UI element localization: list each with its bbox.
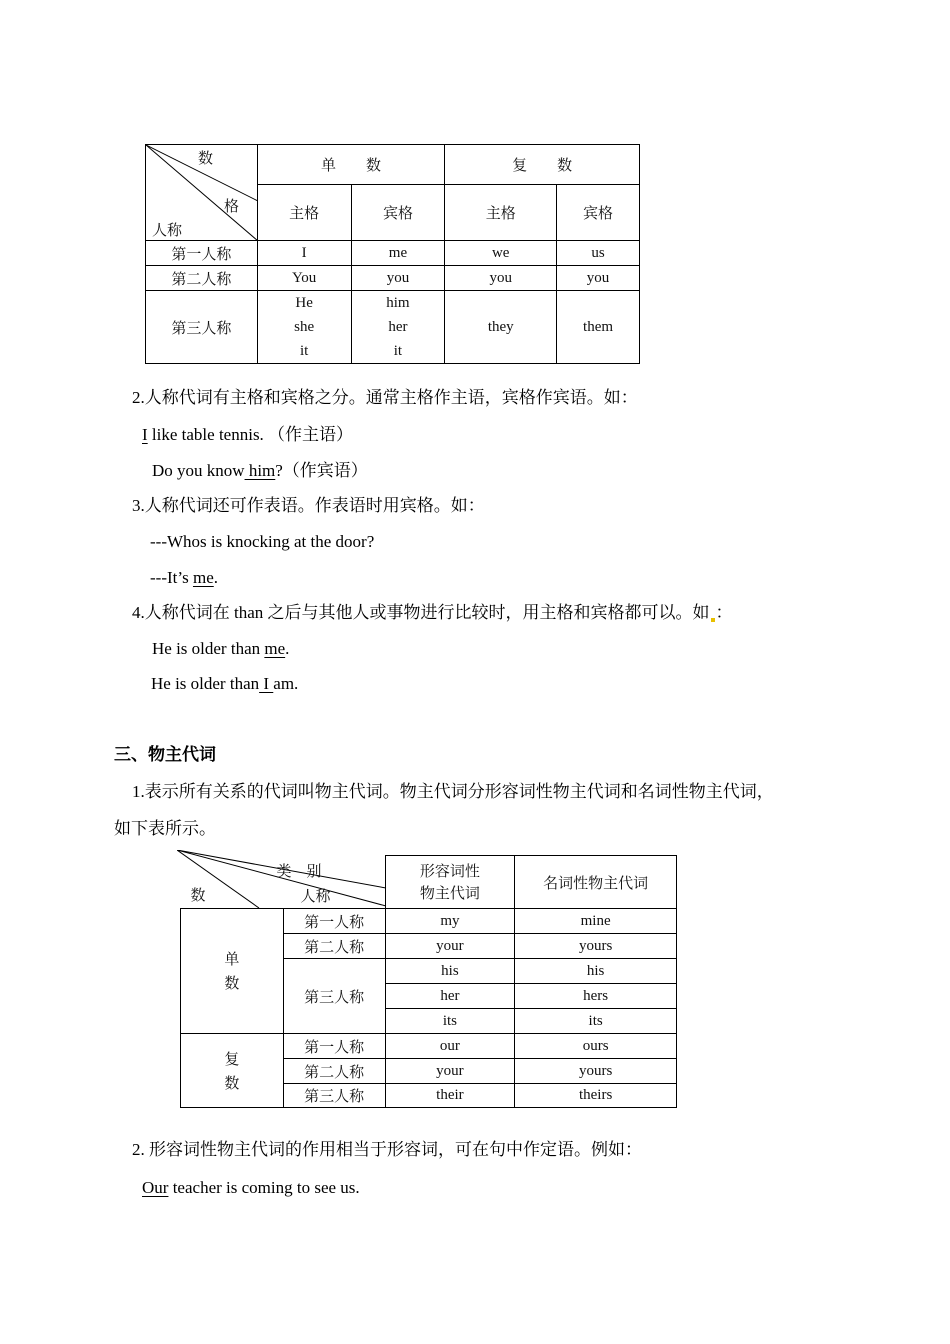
example-line (142, 424, 353, 446)
cell: me (351, 241, 445, 266)
cell: they (445, 291, 557, 364)
header-line: 形容词性 (419, 862, 480, 880)
row-label: 第二人称 (146, 266, 258, 291)
example-text: . (285, 639, 290, 658)
example-text: teacher is coming to see us. (168, 1178, 360, 1197)
cell: mine (515, 909, 677, 934)
underlined-word: him (244, 461, 276, 480)
cell-line: her (388, 319, 408, 335)
header-noun-possessive: 名词性物主代词 (515, 856, 677, 909)
example-line (150, 567, 218, 589)
cell-line: him (386, 295, 410, 311)
sub-singular-subjective: 主格 (257, 185, 351, 241)
example-line: ---Whos is knocking at the door? (150, 532, 375, 551)
row-label: 第三人称 (283, 959, 385, 1034)
point-4-body: 4.人称代词在 than 之后与其他人或事物进行比较时，用主格和宾格都可以。如 (132, 603, 710, 622)
underlined-word: Our (142, 1178, 169, 1197)
row-label: 第二人称 (283, 1059, 385, 1084)
cell: you (557, 266, 640, 291)
cell: we (445, 241, 557, 266)
point-4-text (132, 602, 733, 624)
header-adjective-possessive (385, 856, 515, 909)
cell-line: it (299, 343, 309, 359)
underlined-word: me (192, 568, 214, 587)
cell-line: it (393, 343, 403, 359)
example-text: ---It’s (150, 568, 193, 587)
example-line (152, 460, 368, 482)
corner-case-label: 格 (224, 197, 240, 215)
cell: yours (515, 1059, 677, 1084)
corner-person-label: 人称 (152, 221, 183, 239)
table-row (181, 1034, 677, 1059)
table-possessive-pronouns (180, 855, 677, 1108)
section-paragraph: 1.表示所有关系的代词叫物主代词。物主代词分形容词性物主代词和名词性物主代词， (132, 782, 774, 801)
example-text: He is older than (152, 639, 265, 658)
example-line (152, 638, 289, 660)
group-label-line: 数 (224, 974, 240, 992)
sub-plural-objective: 宾格 (557, 185, 640, 241)
point-2-text: 2.人称代词有主格和宾格之分。通常主格作主语，宾格作宾语。如： (132, 388, 638, 407)
header-singular: 单 数 (257, 145, 445, 185)
cell: hers (515, 984, 677, 1009)
example-line (142, 1177, 360, 1199)
corner-number-label: 数 (198, 149, 214, 167)
cell: their (385, 1084, 515, 1108)
row-label: 第二人称 (283, 934, 385, 959)
section-paragraph-continued: 如下表所示。 (114, 819, 216, 838)
point-4-colon: ： (715, 603, 733, 622)
group-singular (181, 909, 284, 1034)
cell: yours (515, 934, 677, 959)
cell: you (445, 266, 557, 291)
corner-number-label: 数 (190, 885, 206, 904)
cell-line: she (294, 319, 315, 335)
section-heading: 三、物主代词 (114, 745, 216, 765)
group-plural (181, 1034, 284, 1108)
example-text: ?（作宾语） (275, 461, 368, 480)
cell: them (557, 291, 640, 364)
cell: his (385, 959, 515, 984)
table-row (146, 291, 640, 364)
cell: its (515, 1009, 677, 1034)
cell-third-subjective (257, 291, 351, 364)
table-row (181, 909, 677, 934)
example-text: am. (273, 674, 299, 693)
row-label: 第三人称 (146, 291, 258, 364)
corner-person-label: 人称 (300, 886, 331, 905)
corner-category-label: 类 别 (276, 861, 322, 880)
group-label-line: 单 (224, 950, 240, 968)
cell-line: He (295, 295, 313, 311)
table-personal-pronouns (145, 144, 640, 364)
cell: his (515, 959, 677, 984)
header-line: 物主代词 (419, 884, 480, 902)
row-label: 第一人称 (146, 241, 258, 266)
table-row (146, 266, 640, 291)
cell: I (257, 241, 351, 266)
cell: ours (515, 1034, 677, 1059)
cell: your (385, 1059, 515, 1084)
row-label: 第一人称 (283, 1034, 385, 1059)
sub-singular-objective: 宾格 (351, 185, 445, 241)
group-label-line: 数 (224, 1073, 240, 1092)
cell: your (385, 934, 515, 959)
cell: our (385, 1034, 515, 1059)
example-text: He is older than (151, 674, 260, 693)
group-label-line: 复 (224, 1049, 240, 1068)
underlined-word: I (142, 425, 148, 444)
example-text: like table tennis. （作主语） (147, 425, 354, 444)
sub-plural-subjective: 主格 (445, 185, 557, 241)
cell: You (257, 266, 351, 291)
cell: my (385, 909, 515, 934)
cell: you (351, 266, 445, 291)
cell: theirs (515, 1084, 677, 1108)
underlined-word: me (264, 639, 286, 658)
example-text: . (213, 568, 218, 587)
underlined-word: I (259, 674, 274, 693)
comment-marker-icon (711, 618, 715, 622)
cell-third-objective (351, 291, 445, 364)
cell: its (385, 1009, 515, 1034)
cell: us (557, 241, 640, 266)
row-label: 第三人称 (283, 1084, 385, 1108)
table1-corner-cell (146, 145, 258, 241)
row-label: 第一人称 (283, 909, 385, 934)
cell: her (385, 984, 515, 1009)
header-plural: 复 数 (445, 145, 640, 185)
table-row (146, 241, 640, 266)
example-line (151, 673, 298, 695)
point-3-text: 3.人称代词还可作表语。作表语时用宾格。如： (132, 496, 485, 515)
table2-corner-cell (181, 856, 386, 909)
example-text: Do you know (152, 461, 245, 480)
possessive-point-2-text: 2. 形容词性物主代词的作用相当于形容词，可在句中作定语。例如： (132, 1140, 642, 1159)
